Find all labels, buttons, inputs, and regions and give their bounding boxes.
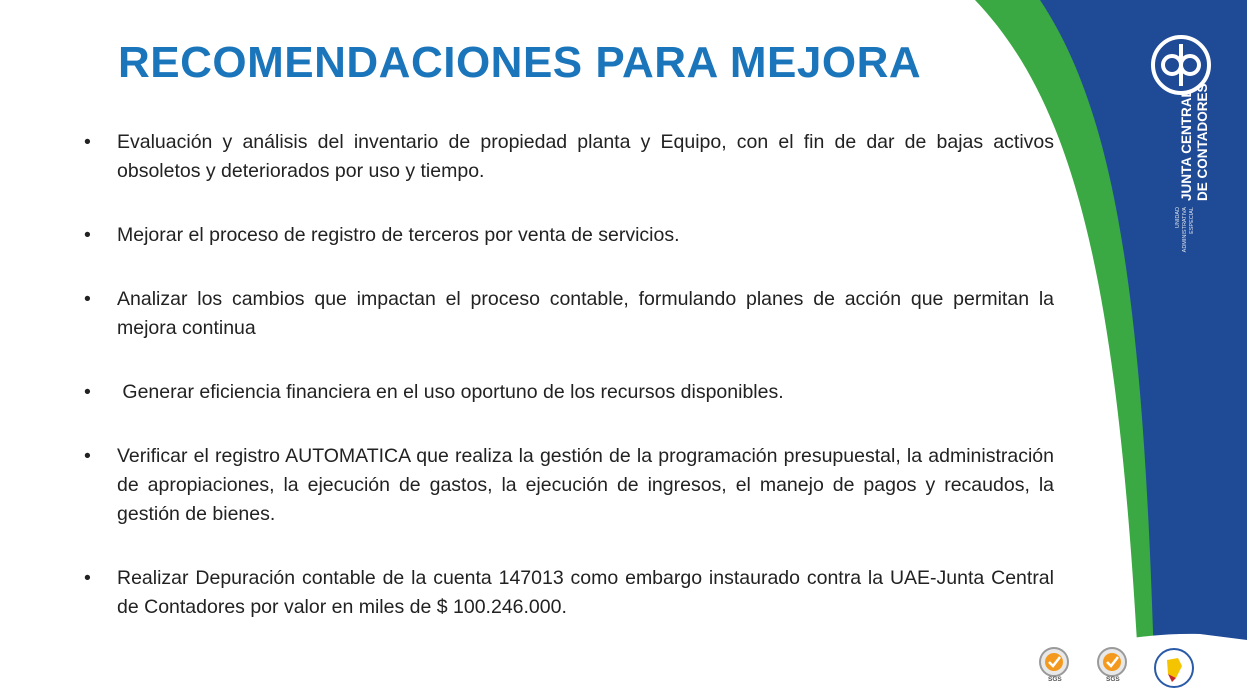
slide-title: RECOMENDACIONES PARA MEJORA — [118, 38, 922, 87]
list-item-text: Generar eficiencia financiera en el uso oportuno de los recursos disponibles. — [117, 381, 784, 403]
list-item — [78, 221, 1054, 250]
recommendations-list — [78, 128, 1054, 657]
list-item-text: Verificar el registro AUTOMATICA que realiza la gestión de la programación presupuestal, la administración de apropiaciones, la ejecución de gastos, la ejecución de ingresos, el manejo de pagos y recaudos, la gestión de bienes. — [117, 445, 1054, 525]
bullet-icon: • — [84, 445, 91, 467]
brand-small-line-2: ADMINISTRATIVA — [1182, 207, 1188, 253]
list-item — [78, 442, 1054, 529]
list-item-text: Analizar los cambios que impactan el proceso contable, formulando planes de acción que permitan la mejora continua — [117, 288, 1054, 339]
brand-subtitle — [1175, 207, 1196, 275]
sgs-label-2: SGS — [1106, 676, 1120, 683]
list-item — [78, 378, 1054, 407]
bullet-icon: • — [84, 288, 91, 310]
bullet-icon: • — [84, 131, 91, 153]
brand-small-line-1: UNIDAD — [1175, 207, 1181, 229]
colombia-seal-icon — [1152, 646, 1196, 690]
bullet-icon: • — [84, 224, 91, 246]
list-item — [78, 564, 1054, 622]
brand-name-line-2: DE CONTADORES — [1195, 83, 1210, 201]
list-item — [78, 285, 1054, 343]
brand-small-line-3: ESPECIAL — [1189, 207, 1195, 234]
sgs-cert-icon — [1092, 646, 1132, 678]
list-item-text: Mejorar el proceso de registro de terceros por venta de servicios. — [117, 224, 680, 246]
sgs-label-1: SGS — [1048, 676, 1062, 683]
brand-wordmark — [1175, 83, 1215, 275]
list-item-text: Evaluación y análisis del inventario de propiedad planta y Equipo, con el fin de dar de bajas activos obsoletos y deteriorados por uso y tiempo. — [117, 131, 1054, 182]
bullet-icon: • — [84, 381, 91, 403]
sgs-cert-icon — [1034, 646, 1074, 678]
bullet-icon: • — [84, 567, 91, 589]
list-item — [78, 128, 1054, 186]
list-item-text: Realizar Depuración contable de la cuenta 147013 como embargo instaurado contra la UAE-Junta Central de Contadores por valor en miles de $ 100.246.000. — [117, 567, 1054, 618]
certification-badges — [1022, 632, 1247, 698]
brand-name-line-1: JUNTA CENTRAL — [1179, 89, 1194, 201]
